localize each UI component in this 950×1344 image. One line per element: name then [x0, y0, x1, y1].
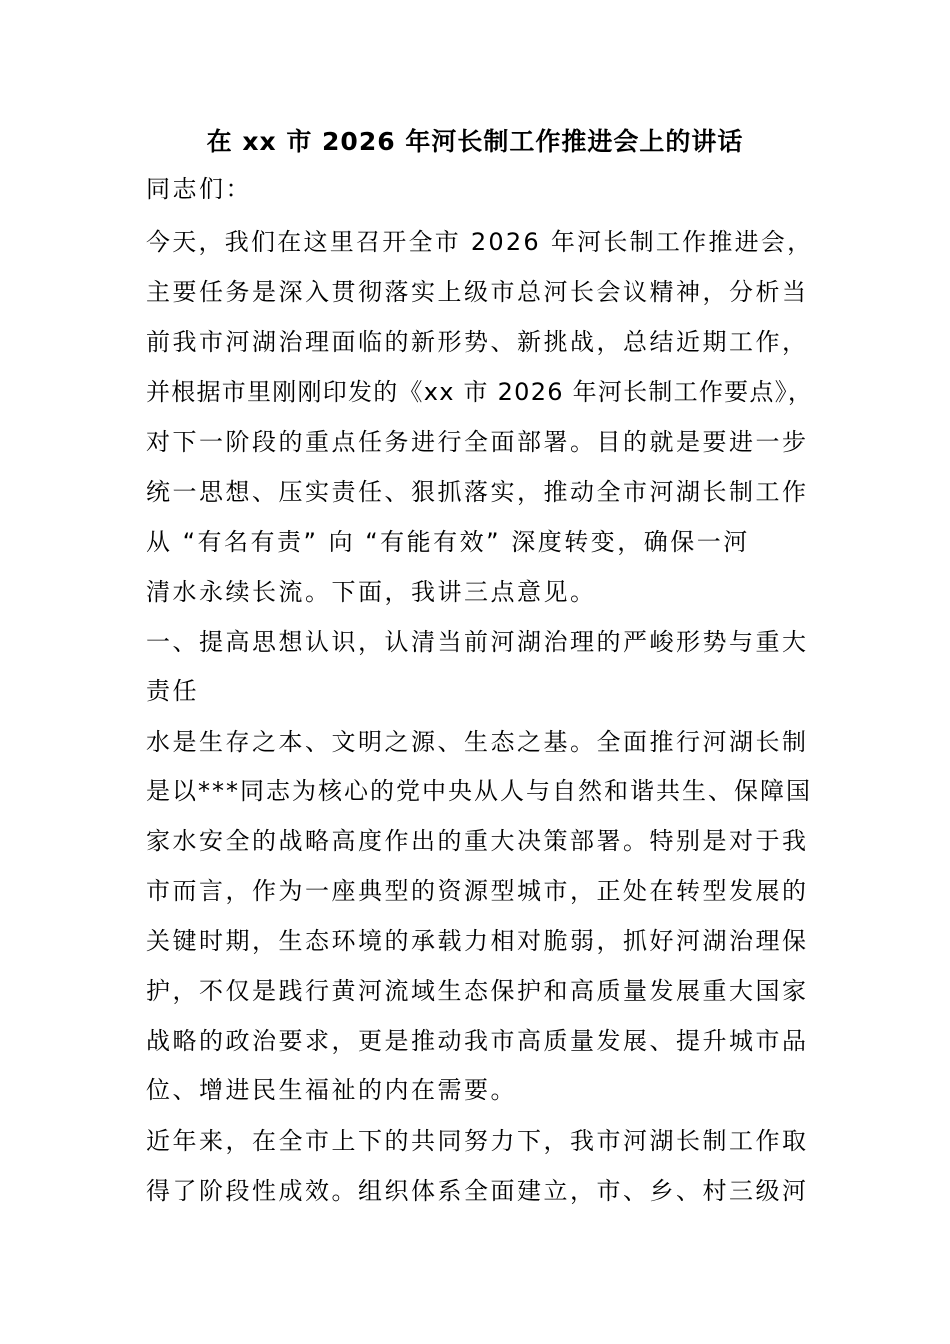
text-line: 是以***同志为核心的党中央从人与自然和谐共生、保障国: [146, 777, 812, 805]
text-line: 对下一阶段的重点任务进行全面部署。目的就是要进一步: [146, 428, 809, 456]
text-line: 得了阶段性成效。组织体系全面建立，市、乡、村三级河: [146, 1177, 809, 1205]
text-line: 护，不仅是践行黄河流域生态保护和高质量发展重大国家: [146, 977, 809, 1005]
section-heading: 责任: [146, 677, 199, 705]
text-line: 位、增进民生福祉的内在需要。: [146, 1076, 517, 1104]
text-line: 今天，我们在这里召开全市 2026 年河长制工作推进会，: [146, 228, 814, 256]
text-line: 关键时期，生态环境的承载力相对脆弱，抓好河湖治理保: [146, 927, 809, 955]
text-line: 水是生存之本、文明之源、生态之基。全面推行河湖长制: [146, 728, 809, 756]
text-line: 战略的政治要求，更是推动我市高质量发展、提升城市品: [146, 1027, 809, 1055]
text-line: 并根据市里刚刚印发的《xx 市 2026 年河长制工作要点》，: [146, 378, 814, 406]
document-title: 在 xx 市 2026 年河长制工作推进会上的讲话: [206, 127, 744, 156]
text-line: 市而言，作为一座典型的资源型城市，正处在转型发展的: [146, 877, 809, 905]
text-line: 主要任务是深入贯彻落实上级市总河长会议精神，分析当: [146, 278, 809, 306]
text-line: 同志们：: [146, 175, 252, 203]
text-line: 前我市河湖治理面临的新形势、新挑战，总结近期工作，: [146, 328, 809, 356]
section-heading: 一、提高思想认识，认清当前河湖治理的严峻形势与重大: [146, 628, 809, 656]
text-line: 从 “有名有责” 向 “有能有效” 深度转变，确保一河: [146, 528, 750, 556]
text-line: 统一思想、压实责任、狠抓落实，推动全市河湖长制工作: [146, 478, 809, 506]
text-line: 清水永续长流。下面，我讲三点意见。: [146, 578, 597, 606]
text-line: 近年来，在全市上下的共同努力下，我市河湖长制工作取: [146, 1127, 809, 1155]
text-line: 家水安全的战略高度作出的重大决策部署。特别是对于我: [146, 827, 809, 855]
